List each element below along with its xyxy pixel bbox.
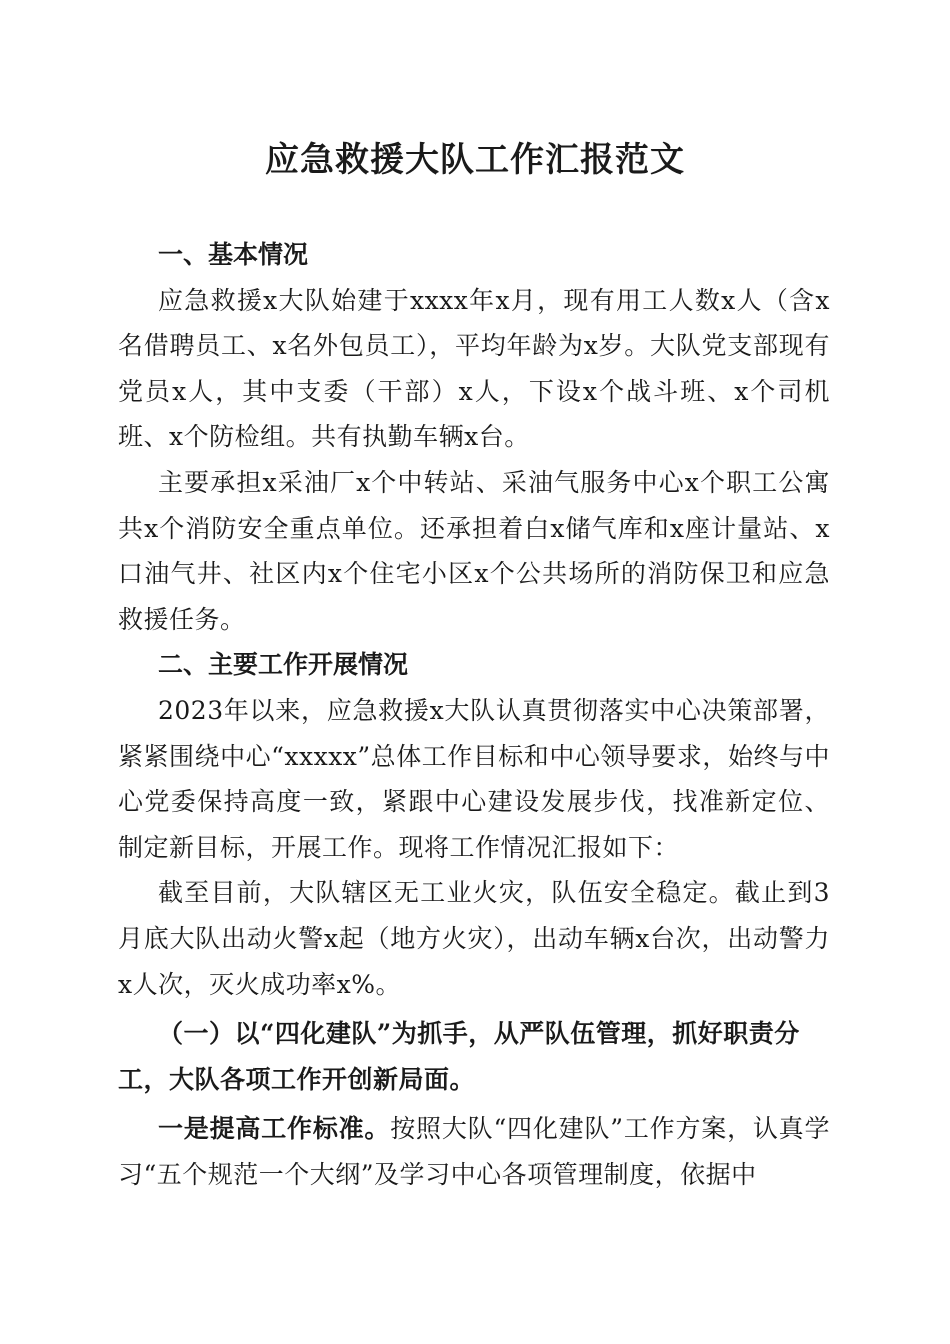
document-body — [118, 232, 830, 1197]
paragraph-lead-text: 一是提高工作标准。 — [158, 1114, 391, 1144]
document-title: 应急救援大队工作汇报范文 — [265, 140, 685, 180]
section-heading-basic-situation: 一、基本情况 — [158, 240, 309, 269]
paragraph-raise-standards — [118, 1106, 830, 1197]
paragraph-responsibilities: 主要承担x采油厂x个中转站、采油气服务中心x个职工公寓共x个消防安全重点单位。还承担着白x储气库和x座计量站、x口油气井、社区内x个住宅小区x个公共场所的消防保卫和应急救援任务。 — [118, 467, 830, 634]
paragraph-body-text: 按照大队“四化建队”工作方案，认真学习“五个规范一个大纲”及学习中心各项管理制度，依据中 — [118, 1114, 830, 1189]
section-heading-main-work: 二、主要工作开展情况 — [158, 650, 409, 680]
paragraph-staffing: 应急救援x大队始建于xxxx年x月，现有用工人数x人（含x名借聘员工、x名外包员工），平均年龄为x岁。大队党支部现有党员x人，其中支委（干部）x人，下设x个战斗班、x个司机班、x个防检组。共有执勤车辆x台。 — [118, 285, 830, 452]
paragraph-fire-statistics: 截至目前，大队辖区无工业火灾，队伍安全稳定。截止到3月底大队出动火警x起（地方火灾），出动车辆x台次，出动警力x人次，灭火成功率x%。 — [118, 878, 830, 999]
paragraph-overview-2023: 2023年以来，应急救援x大队认真贯彻落实中心决策部署，紧紧围绕中心“xxxxx”总体工作目标和中心领导要求，始终与中心党委保持高度一致，紧跟中心建设发展步伐，找准新定位、制定新目标，开展工作。现将工作情况汇报如下： — [118, 695, 830, 862]
subsection-heading-four-modernizations: （一）以“四化建队”为抓手，从严队伍管理，抓好职责分工，大队各项工作开创新局面。 — [118, 1019, 800, 1094]
